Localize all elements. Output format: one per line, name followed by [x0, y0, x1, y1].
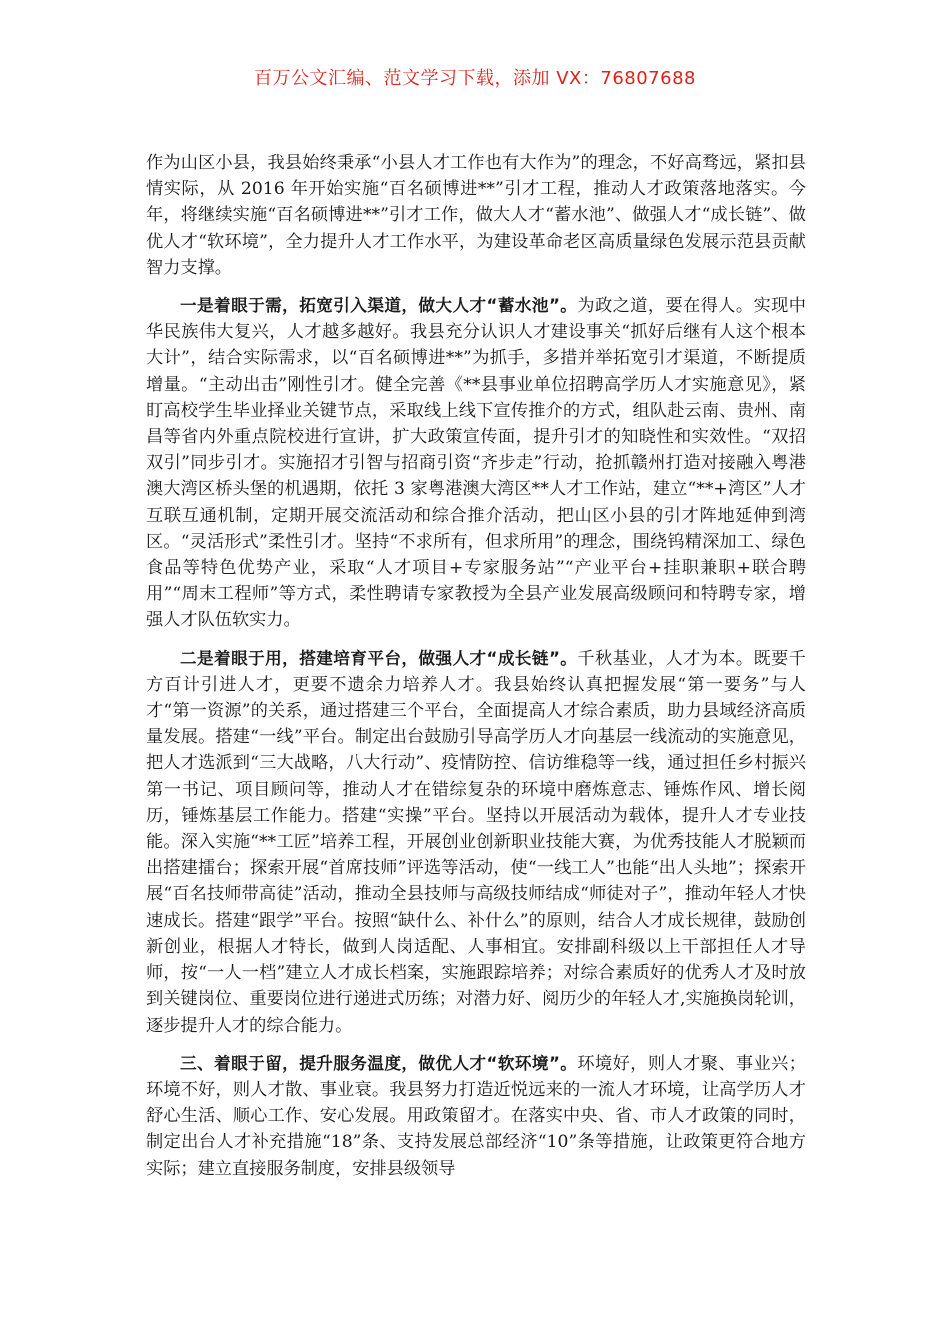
- intro-paragraph: [146, 150, 806, 281]
- section-heading: 三、着眼于留，提升服务温度，做优人才“软环境”。: [180, 1053, 578, 1073]
- paragraph-text: 作为山区小县，我县始终秉承“小县人才工作也有大作为”的理念，不好高骛远，紧扣县情实际，从 2016 年开始实施“百名硕博进**”引才工程，推动人才政策落地落实。今年，将继续实施“百名硕博进**”引才工作，做大人才“蓄水池”、做强人才“成长链”、做优人才“软环境”，全力提升人才工作水平，为建设革命老区高质量绿色发展示范县贡献智力支撑。: [146, 153, 806, 278]
- paragraph-text: 环境好，则人才聚、事业兴；环境不好，则人才散、事业衰。我县努力打造近悦远来的一流人才环境，让高学历人才舒心生活、顺心工作、安心发展。用政策留才。在落实中央、省、市人才政策的同时，制定出台人才补充措施“18”条、支持发展总部经济“10”条等措施，让政策更符合地方实际；建立直接服务制度，安排县级领导: [146, 1053, 806, 1179]
- document-body: [146, 150, 806, 1194]
- section-paragraph-2: [146, 646, 806, 1039]
- header-banner: 百万公文汇编、范文学习下载，添加 VX：76807688: [254, 68, 696, 89]
- section-paragraph-1: [146, 293, 806, 634]
- paragraph-text: 千秋基业，人才为本。既要千方百计引进人才，更要不遗余力培养人才。我县始终认真把握发展“第一要务”与人才“第一资源”的关系，通过搭建三个平台，全面提高人才综合素质，助力县域经济高质量发展。搭建“一线”平台。制定出台鼓励引导高学历人才向基层一线流动的实施意见，把人才选派到“三大战略，八大行动”、疫情防控、信访维稳等一线，通过担任乡村振兴第一书记、项目顾问等，推动人才在错综复杂的环境中磨炼意志、锤炼作风、增长阅历，锤炼基层工作能力。搭建“实操”平台。坚持以开展活动为载体，提升人才专业技能。深入实施“**工匠”培养工程，开展创业创新职业技能大赛，为优秀技能人才脱颖而出搭建擂台；探索开展“首席技师”评选等活动，使“一线工人”也能“出人头地”；探索开展“百名技师带高徒”活动，推动全县技师与高级技师结成“师徒对子”，推动年轻人才快速成长。搭建“跟学”平台。按照“缺什么、补什么”的原则，结合人才成长规律，鼓励创新创业，根据人才特长，做到人岗适配、人事相宜。安排副科级以上干部担任人才导师，按“一人一档”建立人才成长档案，实施跟踪培养；对综合素质好的优秀人才及时放到关键岗位、重要岗位进行递进式历练；对潜力好、阅历少的年轻人才,实施换岗轮训，逐步提升人才的综合能力。: [146, 648, 806, 1036]
- section-heading: 二是着眼于用，搭建培育平台，做强人才“成长链”。: [180, 648, 578, 668]
- section-paragraph-3: [146, 1051, 806, 1182]
- section-heading: 一是着眼于需，拓宽引入渠道，做大人才“蓄水池”。: [180, 296, 578, 316]
- paragraph-text: 为政之道，要在得人。实现中华民族伟大复兴，人才越多越好。我县充分认识人才建设事关“抓好后继有人这个根本大计”，结合实际需求，以“百名硕博进**”为抓手，多措并举拓宽引才渠道，不断提质增量。“主动出击”刚性引才。健全完善《**县事业单位招聘高学历人才实施意见》，紧盯高校学生毕业择业关键节点，采取线上线下宣传推介的方式，组队赴云南、贵州、南昌等省内外重点院校进行宣讲，扩大政策宣传面，提升引才的知晓性和实效性。“双招双引”同步引才。实施招才引智与招商引资“齐步走”行动，抢抓赣州打造对接融入粤港澳大湾区桥头堡的机遇期，依托 3 家粤港澳大湾区**人才工作站，建立“**+湾区”人才互联互通机制，定期开展交流活动和综合推介活动，把山区小县的引才阵地延伸到湾区。“灵活形式”柔性引才。坚持“不求所有，但求所用”的理念，围绕钨精深加工、绿色食品等特色优势产业，采取“人才项目+专家服务站”“产业平台+挂职兼职+联合聘用”“周末工程师”等方式，柔性聘请专家教授为全县产业发展高级顾问和特聘专家，增强人才队伍软实力。: [146, 296, 806, 631]
